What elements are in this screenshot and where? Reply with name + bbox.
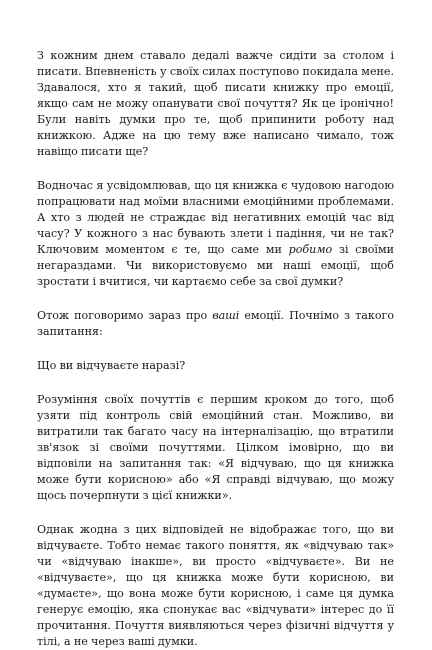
paragraph-5: [37, 392, 394, 504]
paragraph-question: [37, 358, 394, 374]
paragraph-text: З кожним днем ставало дедалі важче сидіти за столом і писати. Впевненість у своїх силах поступово покидала мене. Здавалося, хто я такий, щоб писати книжку про емоції, якщо сам не можу опанувати свої почуття? Як це іронічно! Були навіть думки про те, щоб припинити роботу над книжкою. Адже на цю тему вже написано чимало, тож навіщо писати ще?: [37, 49, 394, 158]
paragraph-text: емоції. Почнімо з такого запитання:: [37, 309, 394, 338]
paragraph-6: [37, 522, 394, 650]
paragraph-2: [37, 178, 394, 290]
emphasis-text: ваші: [212, 309, 240, 322]
paragraph-text: Водночас я усвідомлював, що ця книжка є чудовою нагодою попрацювати над моїми власними емоційними проблемами. А хто з людей не страждає від негативних емоцій час від часу? У кожного з нас бувають злети і падіння, чи не так? Ключовим моментом є те, що саме ми: [37, 179, 394, 256]
paragraph-text: Що ви відчуваєте наразі?: [37, 359, 186, 372]
paragraph-1: [37, 48, 394, 160]
paragraph-text: Однак жодна з цих відповідей не відображає того, що ви відчуваєте. Тобто немає такого поняття, як «відчуваю так» чи «відчуваю інакше», ви просто «відчуваєте». Ви не «відчуваєте», що ця книжка може бути корисною, ви «думаєте», що вона може бути корисною, і саме ця думка генерує емоцію, яка спонукає вас «відчувати» інтерес до її прочитання. Почуття виявляються через фізичні відчуття у тілі, а не через ваші думки.: [37, 523, 394, 648]
paragraph-text: Отож поговоримо зараз про: [37, 309, 213, 322]
paragraph-3: [37, 308, 394, 340]
paragraph-text: Розуміння своїх почуттів є першим кроком до того, щоб узяти під контроль свій емоційний стан. Можливо, ви витратили так багато часу на інтерналізацію, що втратили зв'язок зі своїми почуттями. Цілком імовірно, що ви відповіли на запитання так: «Я відчуваю, що ця книжка може бути корисною» або «Я справді відчуваю, що можу щось почерпнути з цієї книжки».: [37, 393, 394, 502]
emphasis-text: робимо: [288, 243, 333, 256]
paragraph-text: зі своїми негараздами. Чи використовуємо ми наші емоції, щоб зростати і вчитися, чи картаємо себе за свої думки?: [37, 243, 395, 288]
